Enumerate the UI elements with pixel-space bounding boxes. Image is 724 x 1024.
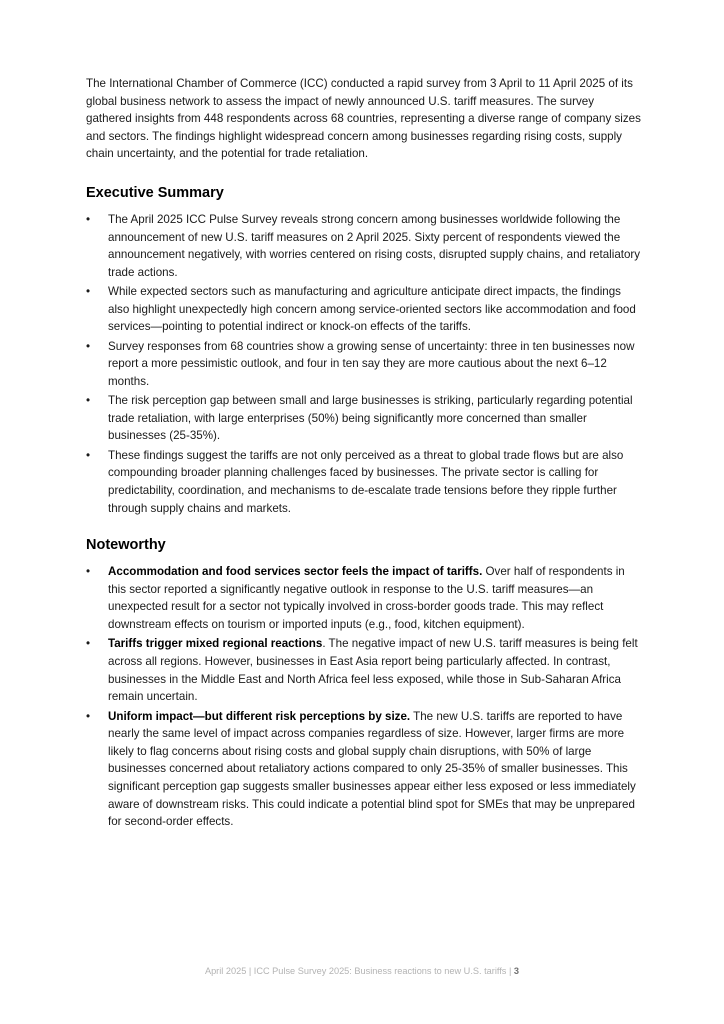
footer-text: April 2025 | ICC Pulse Survey 2025: Business reactions to new U.S. tariffs (204, 966, 507, 976)
list-item (86, 447, 642, 517)
list-item-text: . The negative impact of new U.S. tariff measures is being felt across all regions. However, businesses in East Asia report being particularly affected. In contrast, businesses in the Middle East and North Africa feel less exposed, while those in Sub-Saharan Africa remain uncertain. (108, 637, 638, 704)
bullet-icon: • (86, 565, 91, 579)
list-item-text: Over half of respondents in this sector reported a significantly negative outlook in response to the U.S. tariff measures—an unexpected result for a sector not typically involved in cross-border goods trade. This may reflect downstream effects on tourism or imported inputs (e.g., food, kitchen equipment). (108, 565, 625, 632)
noteworthy-heading: Noteworthy (86, 537, 166, 554)
list-item-lead: Accommodation and food services sector feels the impact of tariffs. (108, 565, 483, 579)
list-item (86, 283, 642, 336)
list-item (86, 392, 642, 445)
bullet-icon: • (86, 448, 91, 462)
list-item (86, 708, 642, 831)
executive-summary-list (86, 211, 642, 517)
page-footer (0, 965, 724, 977)
page-number: 3 (513, 966, 520, 976)
intro-paragraph: The International Chamber of Commerce (ICC) conducted a rapid survey from 3 April to 11 April 2025 of its global business network to assess the impact of newly announced U.S. tariff measures. The survey gathered insights from 448 respondents across 68 countries, representing a diverse range of company sizes and sectors. The findings highlight widespread concern among businesses regarding rising costs, supply chain uncertainty, and the potential for trade retaliation. (86, 77, 641, 161)
bullet-icon: • (86, 637, 91, 651)
list-item-text: While expected sectors such as manufacturing and agriculture anticipate direct impacts, the findings also highlight unexpectedly high concern among service-oriented sectors like accommodation and food services—pointing to potential indirect or knock-on effects of the tariffs. (108, 285, 636, 334)
list-item-text: Survey responses from 68 countries show a growing sense of uncertainty: three in ten businesses now report a more pessimistic outlook, and four in ten say they are more cautious about the next 6–12 months. (108, 339, 635, 388)
bullet-icon: • (86, 212, 91, 226)
executive-summary-heading: Executive Summary (86, 184, 224, 201)
list-item-lead: Uniform impact—but different risk perceptions by size. (108, 709, 411, 723)
list-item (86, 338, 642, 391)
list-item (86, 211, 642, 281)
list-item-text: The risk perception gap between small and large businesses is striking, particularly regarding potential trade retaliation, with large enterprises (50%) being significantly more concerned than smaller businesses (25-35%). (108, 394, 633, 443)
list-item-lead: Tariffs trigger mixed regional reactions (108, 637, 323, 651)
list-item-text: The new U.S. tariffs are reported to have nearly the same level of impact across companies regardless of size. However, larger firms are more likely to flag concerns about rising costs and global supply chain disruptions, with 50% of large businesses concerned about retaliatory actions compared to only 25-35% of smaller businesses. This significant perception gap suggests smaller businesses appear either less exposed or less immediately aware of downstream risks. This could indicate a potential blind spot for SMEs that may be unprepared for second-order effects. (108, 709, 636, 829)
bullet-icon: • (86, 394, 91, 408)
footer-separator: | (508, 966, 512, 976)
document-page (86, 75, 642, 833)
bullet-icon: • (86, 339, 91, 353)
bullet-icon: • (86, 285, 91, 299)
bullet-icon: • (86, 709, 91, 723)
list-item-text: The April 2025 ICC Pulse Survey reveals strong concern among businesses worldwide following the announcement of new U.S. tariff measures on 2 April 2025. Sixty percent of respondents viewed the announcement negatively, with worries centered on rising costs, disrupted supply chains, and retaliatory trade actions. (108, 212, 641, 279)
noteworthy-list (86, 563, 642, 831)
list-item (86, 635, 642, 705)
list-item-text: These findings suggest the tariffs are not only perceived as a threat to global trade flows but are also compounding broader planning challenges faced by businesses. The private sector is calling for predictability, coordination, and mechanisms to de-escalate trade tensions before they ripple further through supply chains and markets. (108, 448, 624, 515)
list-item (86, 563, 642, 633)
